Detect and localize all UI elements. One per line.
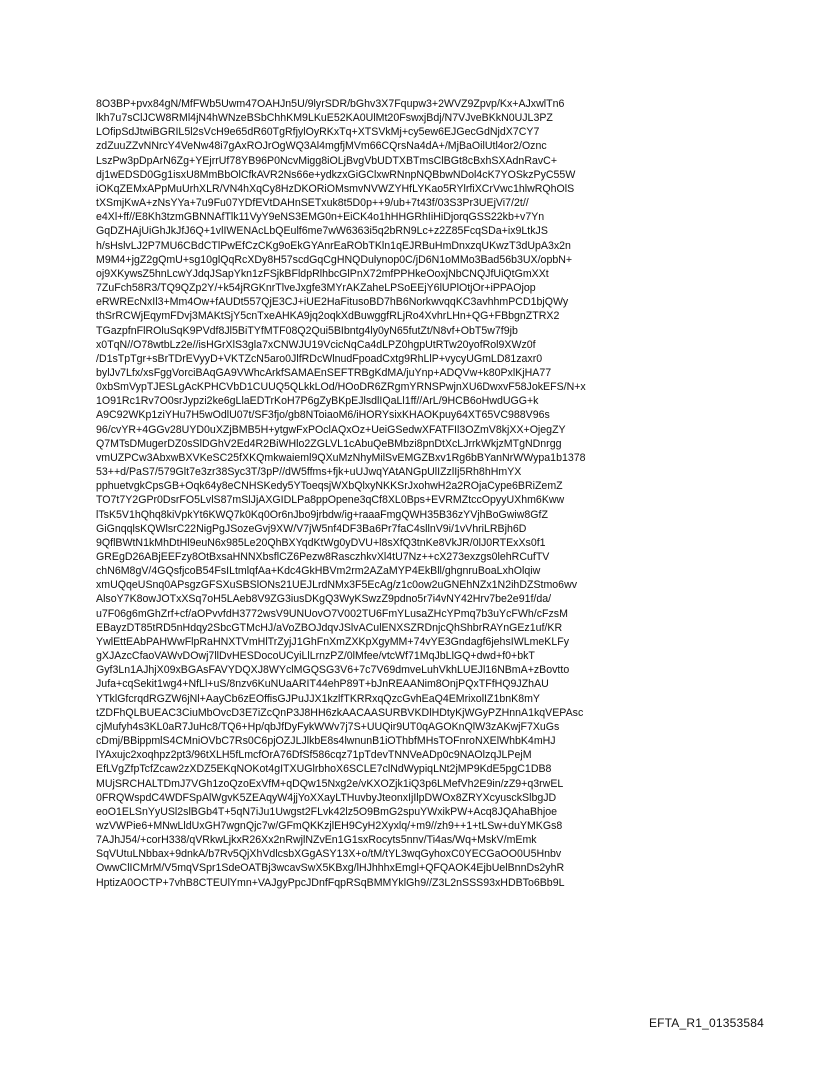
text-line: 7AJhJ54/+corH338/qVRkwLjkxR26Xx2nRwjlNZvEn1G1sxRocyts5nnv/Ti4as/Wq+MskV/mEmk (96, 834, 537, 847)
text-line: cDmj/BBippmlS4CMniOVbC7Rs0C6pjOZJLJlkbE8s4lwnunB1iOThbfMHsTOFnroNXElWhbK4mHJ (96, 735, 556, 748)
text-line: 0xbSmVypTJESLgAcKPHCVbD1CUUQ5QLkkLOd/HOoDR6ZRgmYRNSPwjnXU6DwxvF58JokEFS/N+x (96, 381, 586, 394)
text-line: vmUZPCw3AbxwBXVKeSC25fXKQmkwaieml9QXuMzNhyMilSvEMGZBxv1Rg6bBYanNrWWypa1b1378 (96, 451, 586, 464)
text-line: bylJv7Lfx/xsFggVorciBAqGA9VWhcArkfSAMAEnSEFTRBgKdMA/juYnp+ADQVw+k80PxlKjHA77 (96, 366, 552, 379)
text-line: zdZuuZZvNNrcY4VeNw48i7gAxROJrOgWQ3Al4mgfjMVm66CQrsNa4dA+/MjBaOilUtl4or2/Oznc (96, 140, 547, 153)
text-line: Jufa+cqSekit1wg4+NfLl+uS/8nzv6KuNUaARIT44ehP89T+bJnREAANim8OnjPQxTFfHQ9JZhAU (96, 678, 549, 691)
text-line: GiGnqqlsKQWlsrC22NigPgJSozeGvj9XW/V7jW5nf4DF3Ba6Pr7faC4sllnV9i/1vVhriLRBjh6D (96, 522, 527, 535)
text-line: 9QflBWtN1kMhDtHl9euN6x985Le20QhBXYqdKtWg0yDVU+l8sXfQ3tnKe8VkJR/0lJ0RTExXs0f1 (96, 536, 546, 549)
text-line: AlsoY7K8owJOTxXSq7oH5LAeb8V9ZG3iusDKgQ3WyKSwzZ9pdno5r7i4vNY42Hrv7be2e91f/da/ (96, 593, 552, 606)
text-line: xmUQqeUSnq0APsgzGFSXuSBSlONs21UEJLrdNMx3F5EcAg/z1c0ow2uGNEhNZx1N2ihDZStmo6wv (96, 579, 578, 592)
text-line: e4Xl+ff//E8Kh3tzmGBNNAfTlk11VyY9eNS3EMG0n+EiCK4o1hHHGRhIiHiDjorqGSS22kb+v7Yn (96, 211, 545, 224)
text-line: SqVUtuLNbbax+9dnkA/b7Rv5QjXhVdlcsbXGgASY13X+o/tM/tYL3wqGyhoxC0YECGaOO0U5Hnbv (96, 848, 562, 861)
text-line: dj1wEDSD0Gg1isxU8MmBbOlCfkAVR2Ns66e+ydkzxGiGClxwRNnpNQBbwNDol4cK7YOSkzPyC55W (96, 168, 576, 181)
text-line: A9C92WKp1ziYHu7H5wOdlU07t/SF3fjo/gb8NToiaoM6/iHORYsixKHAOKpuy64XT65VC988V96s (96, 409, 550, 422)
text-line: MUjSRCHALTDmJ7VGh1zoQzoExVfM+qDQw15Nxg2e/vKXOZjk1iQ3p6LMefVh2E9in/zZ9+q3rwEL (96, 777, 564, 790)
text-line: LOfipSdJtwiBGRIL5l2sVcH9e65dR60TgRfjylOyRKxTq+XTSVkMj+cy5ew6EJGecGdNjdX7CY7 (96, 126, 540, 139)
text-line: EfLVgZfpTcfZcaw2zXDZ5EKqNOKot4gITXUGlrbhoX6SCLE7clNdWypiqLNt2jMP9KdE5pgC1DB8 (96, 763, 552, 776)
text-line: thSrRCWjEqymFDvj3MAKtSjY5cnTxeAHKA9jq2oqkXdBuwggfRLjRo4XvhrLHn+QG+FBbgnZTRX2 (96, 310, 560, 323)
text-line: eoO1ELSnYyUSl2slBGb4T+5qN7iJu1Uwgst2FLvk42lz5O9BmG2spuYWxikPW+Acq8JQAhaBhjoe (96, 805, 558, 818)
text-line: /D1sTpTgr+sBrTDrEVyyD+VKTZcN5aro0JlfRDcWlnudFpoadCxtg9RhLlP+vycyUGmLD81zaxr0 (96, 352, 543, 365)
text-line: tXSmjKwA+zNsYYa+7u9Fu07YDfEVtDAHnSETxuk8t5D0p++9/ub+7t43f/03S3Pr3UEjVi7/2t// (96, 197, 529, 210)
text-line: M9M4+jgZ2gQmU+sg10glQqRcXDy8H57scdGqCgHNQDulynop0C/jD6N1oMMo3Bad56b3UX/opbN+ (96, 253, 573, 266)
text-line: LszPw3pDpArN6Zg+YEjrrUf78YB96P0NcvMigg8iOLjBvgVbUDTXBTmsClBGt8cBxhSXAdnRavC+ (96, 154, 558, 167)
text-line: 0FRQWspdC4WDFSpAlWgvK5ZEAqyW4jjYoXXayLTHuvbyJteonxIjIlpDWOx8ZRYXcyusckSlbgJD (96, 791, 557, 804)
text-line: YwlEttEAbPAHWwFlpRaHNXTVmHlTrZyjJ1GhFnXmZXKpXgyMM+74vYE3Gndagf6jehsIWLmeKLFy (96, 635, 570, 648)
text-line: lkh7u7sClJCW8RMl4jN4hWNzeBSbChhKM9LKuE52KA0UlMt20FswxjBdj/N7VJveBKkN0UJL3PZ (96, 112, 553, 125)
text-line: Gyf3Ln1AJhjX09xBGAsFAVYDQXJ8WYclMGQSG3V6+7c7V69dmveLuhVkhLUEJl16NBmA+zBovtto (96, 664, 570, 677)
text-line: TGazpfnFlROluSqK9PVdf8Jl5BiTYfMTF08Q2Qui5BIbntg4ly0yN65futZt/N8vf+ObT5w7f9jb (96, 324, 518, 337)
text-line: u7F06g6mGhZrf+cf/aOPvvfdH3772wsV9UNUovO7V002TU6FmYLusaZHcYPmq7b3uYcFWh/cFzsM (96, 607, 568, 620)
text-line: Q7MTsDMugerDZ0sSlDGhV2Ed4R2BiWHlo2ZGLVL1cAbuQeBMbzi8pnDtXcLJrrkWkjzMTgNDnrgg (96, 437, 562, 450)
text-line: chN6M8gV/4GQsfjcoB54FsILtmlqfAa+Kdc4GkHBVm2rm2AZaMYP4EkBll/ghgnruBoaLxhOlqiw (96, 565, 541, 578)
text-line: GqDZHAjUiGhJkJfJ6Q+1vlIWENAcLbQEulf6me7wW6363i5q2bRN9Lc+z2Z85FcqSDa+ix9LtkJS (96, 225, 548, 238)
text-line: 53++d/PaS7/579Glt7e3zr38Syc3T/3pP//dW5ffms+fjk+uUJwqYAtANGpUlIZzlIj5Rh8hHmYX (96, 466, 522, 479)
text-line: pphuetvgkCpsGB+Oqk64y8eCNHSKedy5YToeqsjWXbQlxyNKKSrJxohwH2a2ROjaCype6BRiZemZ (96, 480, 563, 493)
text-line: 96/cvYR+4GGv28UYD0uXZjBMB5H+ytgwFxPOclAQxOz+UeiGSedwXFATFIl3OZmV8kjXX+OjegZY (96, 423, 566, 436)
text-line: wzVWPie6+MNwLldUxGH7wgnQjc7w/GFmQKKzjlEH9CyH2Xyxlq/+m9//zh9++1+tLSw+duYMKGs8 (96, 819, 563, 832)
text-line: iOKqZEMxAPpMuUrhXLR/VN4hXqCy8HzDKORiOMsmvNVWZYHfLYKao5RYlrfiXCrVwc1hlwRQhOlS (96, 182, 575, 195)
text-line: OwwClICMrM/V5mqVSpr1SdeOATBj3wcavSwX5KBxg/lHJhhhxEmgl+QFQAOK4EjbUelBnnDs2yhR (96, 862, 565, 875)
text-line: TO7t7Y2GPr0DsrFO5LvlS87mSlJjAXGIDLPa8ppOpene3qCf8XL0Bps+EVRMZtccOpyyUXhm6Kww (96, 494, 565, 507)
text-line: 7ZuFch58R3/TQ9QZp2Y/+k54jRGKnrTlveJxgfe3MYrAKZaheLPSoEEjY6lUPlOtjOr+iPPAOjop (96, 282, 536, 295)
text-line: tZDFhQLBUEAC3CiuMbOvcD3E7iZcQnP3J8HH6zkAACAASURBVKDlHDtyKjWGyPZHnnA1kqVEPAsc (96, 706, 584, 719)
text-line: x0TqN//O78wtbLz2e//isHGrXlS3gla7xCNWJU19VcicNqCa4dLPZ0hgpUtRTw20yofRol9XWz0f (96, 338, 536, 351)
text-line: gXJAzcCfaoVAWvDOwj7llDvHESDocoUCyiLlLrnzPZ/0lMfee/vtcWf71MqJbLlGQ+dwd+f0+bkT (96, 650, 535, 663)
text-line: eRWREcNxIl3+Mm4Ow+fAUDt557QjE3CJ+iUE2HaFitusoBD7hB6NorkwvqqKC3avhhmPCD1bjQWy (96, 296, 569, 309)
bates-number: EFTA_R1_01353584 (648, 1016, 764, 1030)
text-line: lYAxujc2xoqhpz2pt3/96tXLH5fLmcfOrA76DfSf586cqz71pTdevTNNVeADp0c9NAOlzqJLPejM (96, 749, 532, 762)
text-line: 1O91Rc1Rv7O0srJypzi2ke6gLlaEDTrKoH7P6gZyBKpEJlsdlIQaLl1ff//ArL/9HCB6oHwdUGG+k (96, 395, 539, 408)
encoded-text-block (96, 97, 736, 890)
text-line: YTklGfcrqdRGZW6jNl+AayCb6zEOffisGJPuJJX1kzlfTKRRxqQzcGvhEaQ4EMrixolIZ1bnK8mY (96, 692, 540, 705)
text-line: cjMufyh4s3KL0aR7JuHc8/TQ6+Hp/qbJfDyFykWWv7j7S+UUQir9UT0qAGOKnQlW3zAKwjF7XuGs (96, 720, 560, 733)
text-line: 8O3BP+pvx84gN/MfFWb5Uwm47OAHJn5U/9lyrSDR/bGhv3X7Fqupw3+2WVZ9Zpvp/Kx+AJxwlTn6 (96, 98, 565, 110)
text-line: EBayzDT85tRD5nHdqy2SbcGTMcHJ/aVoZBOJdqvJSlvACulENXSZRDnjcQhShbrRAYnGEz1uf/KR (96, 621, 563, 634)
text-line: lTsK5V1hQhq8kiVpkYt6KWQ7k0Kq0Or6nJbo9jrbdw/ig+raaaFmgQWH35B36zYVjhBoGwiw8GfZ (96, 508, 548, 521)
text-line: HptizA0OCTP+7vhB8CTEUlYmn+VAJgyPpcJDnfFqpRSqBMMYklGh9//Z3L2nSSS93xHDBTo6Bb9L (96, 876, 565, 889)
text-line: h/sHslvLJ2P7MU6CBdCTlPwEfCzCKg9oEkGYAnrEaRObTKln1qEJRBuHmDnxzqUKwzT3dUpA3x2n (96, 239, 571, 252)
text-line: GREgD26ABjEEFzy8OtBxsaHNNXbsflCZ6Pezw8RasczhkvXl4tU7Nz++cX273exzgs0lehRCufTV (96, 551, 550, 563)
text-line: oj9XKywsZ5hnLcwYJdqJSapYkn1zFSjkBFldpRlhbcGlPnX72mfPPHkeOoxjNbCNQJfUiQtGmXXt (96, 267, 549, 280)
